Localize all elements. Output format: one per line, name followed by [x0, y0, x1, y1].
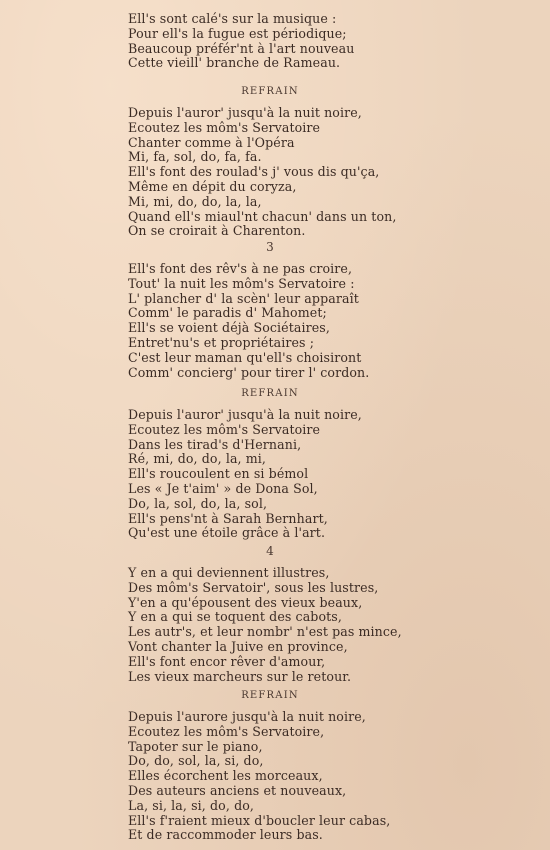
- refrain-line: On se croirait à Charenton.: [128, 223, 306, 239]
- refrain-line: Ré, mi, do, do, la, mi,: [128, 451, 267, 467]
- refrain-line: Les « Je t'aim' » de Dona Sol,: [128, 480, 318, 496]
- verse-line: Tout' la nuit les môm's Servatoire :: [128, 275, 355, 291]
- verse-line: Ell's sont calé's sur la musique :: [128, 11, 337, 26]
- refrain-line: Ell's font des roulad's j' vous dis qu'ça,: [128, 164, 380, 180]
- refrain-line: Même en dépit du coryza,: [128, 178, 297, 194]
- verse-line: Les autr's, et leur nombr' n'est pas mince,: [128, 624, 402, 640]
- refrain-line: Et de raccommoder leurs bas.: [128, 827, 323, 843]
- verse-line: Y en a qui deviennent illustres,: [128, 565, 330, 580]
- verse-line: Comm' concierg' pour tirer l' cordon.: [128, 364, 370, 380]
- verse-line: Pour ell's la fugue est périodique;: [128, 25, 347, 41]
- verse-line: Cette vieill' branche de Rameau.: [128, 55, 341, 71]
- refrain-line: Ell's f'raient mieux d'boucler leur cabas,: [128, 812, 391, 828]
- refrain-heading: REFRAIN: [241, 388, 299, 399]
- refrain-line: Ell's roucoulent en si bémol: [128, 466, 309, 482]
- stanza-verse-4: [128, 566, 428, 684]
- refrain-line: La, si, la, si, do, do,: [128, 797, 255, 813]
- verse-line: Comm' le paradis d' Mahomet;: [128, 305, 327, 321]
- refrain-line: Depuis l'aurore jusqu'à la nuit noire,: [128, 709, 366, 724]
- refrain-line: Des auteurs anciens et nouveaux,: [128, 782, 347, 798]
- refrain-line: Ecoutez les môm's Servatoire,: [128, 723, 325, 739]
- stanza-refrain-1: [128, 106, 428, 239]
- verse-line: Des môm's Servatoir', sous les lustres,: [128, 579, 379, 595]
- verse-number: 4: [266, 544, 274, 558]
- refrain-line: Tapoter sur le piano,: [128, 738, 263, 754]
- refrain-line: Ecoutez les môm's Servatoire: [128, 421, 321, 437]
- refrain-line: Mi, mi, do, do, la, la,: [128, 193, 262, 209]
- verse-line: Vont chanter la Juive en province,: [128, 638, 348, 654]
- stanza-verse-2-end: [128, 12, 428, 71]
- refrain-line: Depuis l'auror' jusqu'à la nuit noire,: [128, 407, 362, 422]
- refrain-line: Chanter comme à l'Opéra: [128, 134, 295, 150]
- verse-line: Ell's font des rêv's à ne pas croire,: [128, 261, 353, 276]
- refrain-heading: REFRAIN: [241, 690, 299, 701]
- stanza-verse-3: [128, 262, 428, 380]
- stanza-refrain-3: [128, 710, 428, 843]
- verse-line: Ell's font encor rêver d'amour,: [128, 653, 326, 669]
- refrain-heading: REFRAIN: [241, 86, 299, 97]
- verse-line: Les vieux marcheurs sur le retour.: [128, 668, 352, 684]
- refrain-line: Qu'est une étoile grâce à l'art.: [128, 525, 326, 541]
- refrain-line: Do, la, sol, do, la, sol,: [128, 495, 268, 511]
- verse-number: 3: [266, 240, 274, 254]
- verse-line: C'est leur maman qu'ell's choisiront: [128, 349, 362, 365]
- refrain-line: Quand ell's miaul'nt chacun' dans un ton,: [128, 208, 397, 224]
- refrain-line: Do, do, sol, la, si, do,: [128, 753, 264, 769]
- refrain-line: Elles écorchent les morceaux,: [128, 768, 323, 784]
- refrain-line: Mi, fa, sol, do, fa, fa.: [128, 149, 262, 165]
- verse-line: Entret'nu's et propriétaires ;: [128, 334, 315, 350]
- verse-line: L' plancher d' la scèn' leur apparaît: [128, 290, 359, 306]
- refrain-line: Dans les tirad's d'Hernani,: [128, 436, 302, 452]
- refrain-line: Ecoutez les môm's Servatoire: [128, 119, 321, 135]
- verse-line: Ell's se voient déjà Sociétaires,: [128, 320, 330, 336]
- verse-line: Y'en a qu'épousent des vieux beaux,: [128, 594, 363, 610]
- verse-line: Beaucoup préfér'nt à l'art nouveau: [128, 40, 355, 56]
- refrain-line: Ell's pens'nt à Sarah Bernhart,: [128, 510, 328, 526]
- refrain-line: Depuis l'auror' jusqu'à la nuit noire,: [128, 105, 362, 120]
- verse-line: Y en a qui se toquent des cabots,: [128, 609, 342, 625]
- stanza-refrain-2: [128, 408, 428, 541]
